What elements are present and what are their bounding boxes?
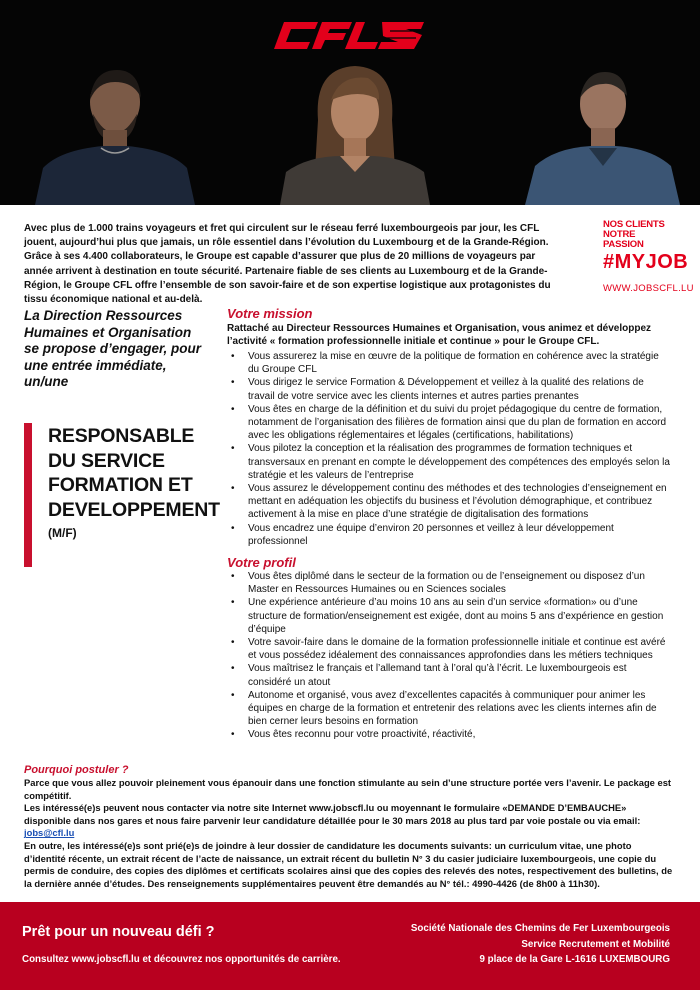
profile-item: • Une expérience antérieure d’au moins 10 ans au sein d’un service «formation» ou d’une structure de formation/enseignement est exigée, dont au moins 5 ans d’expérience en gestion d’équipe	[227, 596, 672, 636]
footer-cta[interactable]: Consultez www.jobscfl.lu et découvrez nos opportunités de carrière.	[22, 954, 341, 965]
employee-photo-center	[280, 60, 430, 205]
profile-item: • Autonome et organisé, vous avez d’excellentes capacités à communiquer pour animer les équipes en charge de la formation et entretenir des relations avec les clients internes afin de bien cerner leurs besoins en formation	[227, 689, 672, 729]
cfl-logo	[274, 18, 424, 52]
profile-list	[227, 570, 672, 742]
badge-tagline-2: NOTRE PASSION	[603, 229, 644, 250]
mission-intro: Rattaché au Directeur Ressources Humaines et Organisation, vous animez et développez l’activité « formation professionnelle initiale et continue » pour le Groupe CFL.	[227, 323, 652, 348]
profile-item: • Votre savoir-faire dans le domaine de la formation professionnelle initiale et continue est avéré et vous possédez idéalement des connaissances approfondies dans les métiers techniques	[227, 636, 672, 662]
hiring-lead: La Direction Ressources Humaines et Organisation se propose d’engager, pour une entrée immédiate, un/une	[24, 308, 202, 390]
email-link[interactable]: jobs@cfl.lu	[24, 827, 75, 839]
mission-item: • Vous dirigez le service Formation & Développement et veillez à la qualité des relations de travail de votre service avec les clients internes et autres parties prenantes	[227, 376, 672, 402]
address-line: Société Nationale des Chemins de Fer Luxembourgeois	[410, 923, 670, 934]
job-title: RESPONSABLE DU SERVICE FORMATION ET DEVELOPPEMENT	[48, 425, 220, 521]
badge-tagline-1: NOS CLIENTS	[603, 219, 665, 230]
application-instructions	[24, 802, 674, 840]
profile-item: • Vous êtes diplômé dans le secteur de la formation ou de l’enseignement ou disposez d’un Master en Ressources Humaines ou en Sciences sociales	[227, 570, 672, 596]
company-address	[411, 921, 670, 968]
required-documents: En outre, les intéressé(e)s sont prié(e)s de joindre à leur dossier de candidature les documents suivants: un curriculum vitae, une photo d’identité récente, un extrait récent de l’acte de naissance, un extrait récent du bulletin N° 3 du casier judiciaire luxembourgeois, une copie du permis de conduire, des copies des diplômes et certificats scolaires ainsi que des copies des relevés des notes, respectivement des bulletins, de la dernière année d’études. Des renseignements supplémentaires peuvent être demandés au N° tél.: 4990-4426 (de 8h00 à 11h30).	[24, 839, 673, 889]
profile-item: • Vous êtes reconnu pour votre proactivité, réactivité,	[227, 728, 672, 741]
employee-photo-right	[525, 62, 680, 205]
mission-heading: Votre mission	[227, 306, 313, 321]
job-gender-suffix: (M/F)	[48, 526, 77, 540]
mission-item: • Vous pilotez la conception et la réalisation des programmes de formation techniques et transversaux en prenant en compte le développement des compétences des employés selon la stratégie et les valeurs de l’entreprise	[227, 442, 672, 482]
employee-photo-left	[35, 58, 195, 205]
footer-banner	[0, 902, 700, 990]
badge-url[interactable]: WWW.JOBSCFL.LU	[603, 283, 694, 294]
profile-heading: Votre profil	[227, 555, 296, 570]
application-text: Les intéressé(e)s peuvent nous contacter via notre site Internet www.jobscfl.lu ou moyennant le formulaire «DEMANDE D’EMBAUCHE» disponible dans nos gares et nous faire parvenir leur candidature détaillée pour le 30 mars 2018 au plus tard par voie postale ou via email:	[24, 802, 641, 826]
hero-banner	[0, 0, 700, 205]
title-accent-bar	[24, 423, 32, 567]
mission-list	[227, 350, 672, 548]
address-line: 9 place de la Gare L-1616 LUXEMBOURG	[479, 954, 670, 965]
myjob-badge	[603, 219, 694, 294]
why-apply-heading: Pourquoi postuler ?	[24, 764, 129, 776]
mission-item: • Vous assurerez la mise en œuvre de la politique de formation en cohérence avec la stratégie du Groupe CFL	[227, 350, 672, 376]
mission-item: • Vous encadrez une équipe d’environ 20 personnes et veillez à leur développement professionnel	[227, 522, 672, 548]
why-apply-paragraph: Parce que vous allez pouvoir pleinement vous épanouir dans une fonction stimulante au sein d’une structure portée vers l’avenir. Le package est compétitif.	[24, 777, 672, 801]
why-apply-body	[24, 777, 674, 890]
badge-hashtag: #MYJOB	[603, 251, 689, 273]
mission-item: • Vous êtes en charge de la définition et du suivi du projet pédagogique du centre de formation, notamment de l’organisation des filières de formation ainsi que du plan de formation en accord avec les obligations réglementaires et légales (certifications, habilitations)	[227, 403, 672, 443]
address-line: Service Recrutement et Mobilité	[521, 938, 670, 950]
company-intro: Avec plus de 1.000 trains voyageurs et fret qui circulent sur le réseau ferré luxembourgeois par jour, les CFL jouent, aujourd’hui plus que jamais, un rôle essentiel dans l’évolution du Luxembourg et de la Grande-Région. Grâce à ses 4.400 collaborateurs, le Groupe est capable d’assurer que plus de 20 millions de voyageurs par année arrivent à destination en toute sécurité. Partenaire fiable de ses clients au Luxembourg et de la Grande-Région, le Groupe CFL offre l’ensemble de son savoir-faire et de son expertise logistique aux protagonistes du tissu économique national et au-delà.	[24, 223, 551, 306]
profile-item: • Vous maîtrisez le français et l’allemand tant à l’oral qu’à l’écrit. Le luxembourgeois est considéré un atout	[227, 662, 672, 688]
mission-item: • Vous assurez le développement continu des méthodes et des technologies d’enseignement en mettant en adéquation les objectifs du business et l’évolution démographique, et contribuez activement à la mise en place d’une stratégie de digitalisation des formations	[227, 482, 672, 522]
footer-title: Prêt pour un nouveau défi ?	[22, 924, 215, 940]
